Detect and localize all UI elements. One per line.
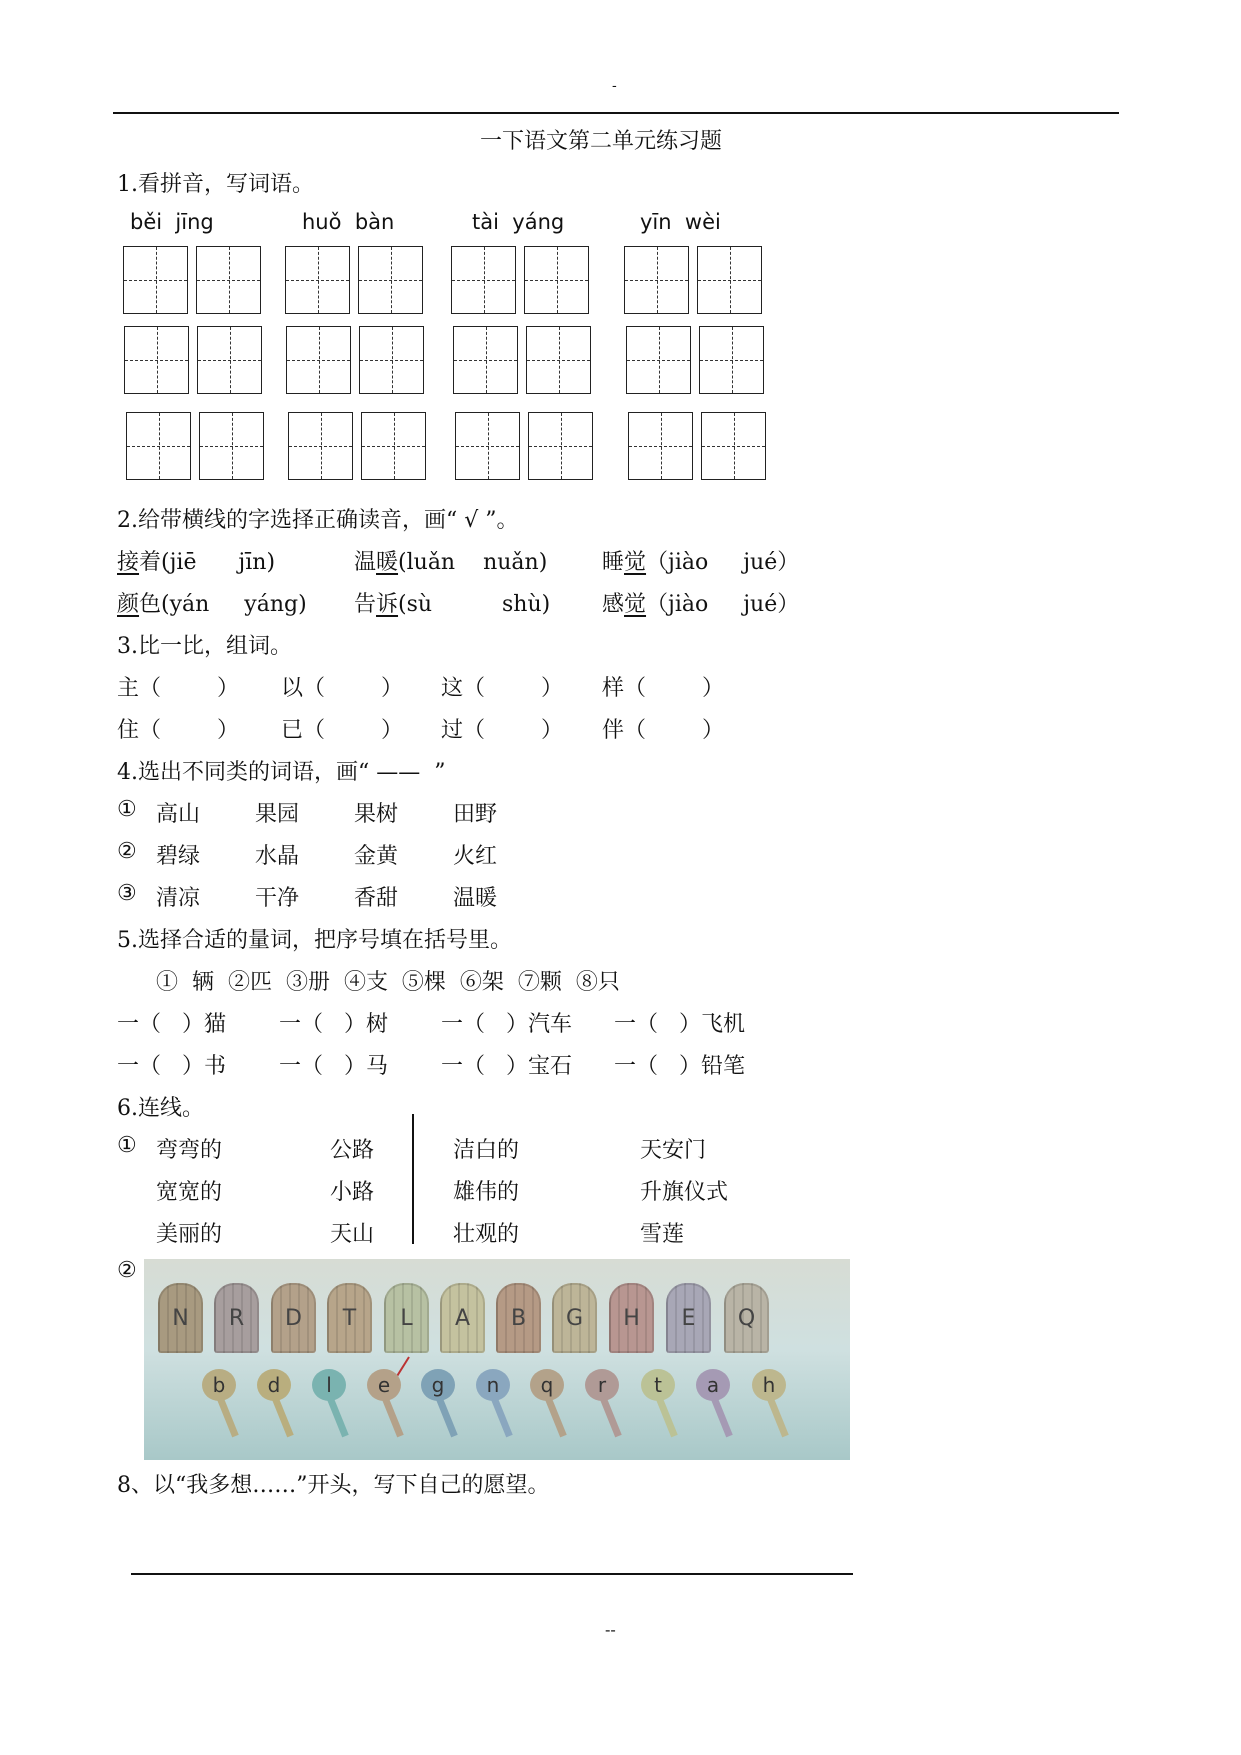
match-left-adj[interactable]: 美丽的 [156, 1222, 223, 1247]
key[interactable] [476, 1369, 510, 1439]
q3-cell: 以（ ） [281, 676, 403, 701]
door[interactable] [271, 1283, 316, 1353]
key-letter: r [585, 1369, 619, 1401]
q3-cell: 已（ ） [281, 718, 403, 743]
writing-box[interactable] [288, 412, 353, 480]
match-right-adj[interactable]: 壮观的 [453, 1222, 520, 1247]
q1-title: 1.看拼音，写词语。 [117, 172, 314, 197]
q1-pinyin-4: yīn wèi [640, 210, 721, 234]
q2-item-text: 着(jiē jīn) [139, 550, 276, 575]
key-letter: l [312, 1369, 346, 1401]
key-letter: d [257, 1369, 291, 1401]
writing-box[interactable] [199, 412, 264, 480]
q6-title: 6.连线。 [117, 1096, 204, 1121]
q5-cell: 一（ ）铅笔 [614, 1054, 745, 1079]
q6-num-2: ② [117, 1258, 137, 1283]
writing-box[interactable] [197, 326, 262, 394]
q3-cell: 住（ ） [117, 718, 239, 743]
key-stem [545, 1398, 566, 1438]
key-stem [711, 1398, 732, 1438]
q5-cell: 一（ ）猫 [117, 1012, 226, 1037]
writing-box[interactable] [697, 246, 762, 314]
door[interactable] [724, 1283, 769, 1353]
q2-title: 2.给带横线的字选择正确读音，画“ √ ”。 [117, 508, 519, 533]
q4-word: 高山 [156, 802, 201, 827]
q5-cell: 一（ ）树 [279, 1012, 388, 1037]
match-right-noun[interactable]: 升旗仪式 [640, 1180, 729, 1205]
door-letter: T [342, 1305, 357, 1331]
q4-num: ② [117, 839, 137, 864]
writing-box[interactable] [626, 326, 691, 394]
writing-box[interactable] [123, 246, 188, 314]
match-left-noun[interactable]: 小路 [330, 1180, 375, 1205]
door[interactable] [496, 1283, 541, 1353]
q4-word: 火红 [453, 844, 498, 869]
q4-title: 4.选出不同类的词语，画“ —— ” [117, 760, 446, 785]
q3-cell: 过（ ） [441, 718, 563, 743]
q5-cell: 一（ ）飞机 [614, 1012, 745, 1037]
answer-line[interactable] [131, 1573, 853, 1575]
q5-cell: 一（ ）汽车 [441, 1012, 572, 1037]
key-stem [382, 1398, 403, 1438]
q5-title: 5.选择合适的量词，把序号填在括号里。 [117, 928, 512, 953]
q1-pinyin-3: tài yáng [472, 210, 565, 234]
q2-item [117, 545, 275, 576]
key-letter: g [421, 1369, 455, 1401]
writing-box[interactable] [455, 412, 520, 480]
q2-item-prefix: 睡 [602, 550, 625, 575]
key-stem [491, 1398, 512, 1438]
top-mark: - [612, 78, 617, 94]
writing-box[interactable] [701, 412, 766, 480]
q5-options: ① 辆 ②匹 ③册 ④支 ⑤棵 ⑥架 ⑦颗 ⑧只 [156, 970, 620, 995]
match-divider [412, 1114, 414, 1244]
door[interactable] [609, 1283, 654, 1353]
door-letter: H [623, 1305, 640, 1331]
q1-pinyin-2: huǒ bàn [302, 210, 395, 234]
key-letter: e [367, 1369, 401, 1401]
key[interactable] [367, 1369, 401, 1439]
key-stem [327, 1398, 348, 1438]
match-right-noun[interactable]: 天安门 [640, 1138, 707, 1163]
q4-word: 香甜 [354, 886, 399, 911]
q3-cell: 样（ ） [602, 676, 724, 701]
doors-keys-picture [144, 1259, 850, 1460]
q2-item [354, 545, 547, 576]
key-stem [217, 1398, 238, 1438]
q2-item-text: (sù shù) [398, 592, 551, 617]
match-right-noun[interactable]: 雪莲 [640, 1222, 685, 1247]
q1-pinyin-1: běi jīng [130, 210, 214, 234]
door-letter: N [172, 1305, 189, 1331]
match-left-adj[interactable]: 宽宽的 [156, 1180, 223, 1205]
door-letter: A [454, 1305, 471, 1331]
door[interactable] [327, 1283, 372, 1353]
match-right-adj[interactable]: 洁白的 [453, 1138, 520, 1163]
underlined-char: 觉 [624, 592, 647, 617]
q3-title: 3.比一比，组词。 [117, 634, 292, 659]
underlined-char: 觉 [624, 550, 647, 575]
underlined-char: 暖 [376, 550, 399, 575]
footer-mark: -- [605, 1620, 616, 1639]
key-letter: n [476, 1369, 510, 1401]
q4-word: 田野 [453, 802, 498, 827]
key[interactable] [257, 1369, 291, 1439]
match-left-noun[interactable]: 公路 [330, 1138, 375, 1163]
q5-cell: 一（ ）书 [117, 1054, 226, 1079]
q2-item-text: （jiào jué） [646, 550, 800, 575]
writing-box[interactable] [451, 246, 516, 314]
underlined-char: 颜 [117, 592, 140, 617]
door-letter: B [510, 1305, 527, 1331]
q2-item [602, 587, 799, 618]
q4-word: 金黄 [354, 844, 399, 869]
q8-title: 8、以“我多想……”开头，写下自己的愿望。 [117, 1473, 550, 1498]
writing-box[interactable] [526, 326, 591, 394]
q5-cell: 一（ ）宝石 [441, 1054, 572, 1079]
writing-box[interactable] [624, 246, 689, 314]
q2-item-prefix: 温 [354, 550, 377, 575]
key-letter: h [752, 1369, 786, 1401]
writing-box[interactable] [126, 412, 191, 480]
key-stem [656, 1398, 677, 1438]
q4-word: 干净 [255, 886, 300, 911]
writing-box[interactable] [453, 326, 518, 394]
match-left-noun[interactable]: 天山 [330, 1222, 375, 1247]
key-stem [600, 1398, 621, 1438]
key[interactable] [312, 1369, 346, 1439]
key-stem [436, 1398, 457, 1438]
q2-item [602, 545, 799, 576]
q3-cell: 主（ ） [117, 676, 239, 701]
q2-item-prefix: 告 [354, 592, 377, 617]
door-letter: L [400, 1305, 413, 1331]
q5-cell: 一（ ）马 [279, 1054, 388, 1079]
key-letter: t [641, 1369, 675, 1401]
key[interactable] [530, 1369, 564, 1439]
header-rule [113, 112, 1119, 114]
q2-item-prefix: 感 [602, 592, 625, 617]
writing-box[interactable] [358, 246, 423, 314]
door-letter: E [681, 1305, 696, 1331]
writing-box[interactable] [196, 246, 261, 314]
q2-item-text: （jiào jué） [646, 592, 800, 617]
writing-box[interactable] [361, 412, 426, 480]
key[interactable] [421, 1369, 455, 1439]
key[interactable] [585, 1369, 619, 1439]
door-letter: Q [737, 1305, 756, 1331]
door-letter: R [228, 1305, 245, 1331]
key-letter: b [202, 1369, 236, 1401]
q4-word: 水晶 [255, 844, 300, 869]
door[interactable] [214, 1283, 259, 1353]
key[interactable] [752, 1369, 786, 1439]
q4-num: ③ [117, 881, 137, 906]
q2-item [117, 587, 307, 618]
writing-box[interactable] [524, 246, 589, 314]
page-title: 一下语文第二单元练习题 [480, 129, 723, 154]
match-left-adj[interactable]: 弯弯的 [156, 1138, 223, 1163]
writing-box[interactable] [528, 412, 593, 480]
q4-word: 碧绿 [156, 844, 201, 869]
q2-item-text: 色(yán yáng) [139, 592, 307, 617]
key-stem [272, 1398, 293, 1438]
writing-box[interactable] [286, 326, 351, 394]
door-letter: G [565, 1305, 584, 1331]
q3-cell: 伴（ ） [602, 718, 724, 743]
door[interactable] [440, 1283, 485, 1353]
door[interactable] [384, 1283, 429, 1353]
q4-word: 果树 [354, 802, 399, 827]
q2-item-text: (luǎn nuǎn) [398, 550, 548, 575]
key-stem [767, 1398, 788, 1438]
key[interactable] [202, 1369, 236, 1439]
door[interactable] [552, 1283, 597, 1353]
key-letter: a [696, 1369, 730, 1401]
door-letter: D [285, 1305, 302, 1331]
writing-box[interactable] [124, 326, 189, 394]
key-letter: q [530, 1369, 564, 1401]
door[interactable] [666, 1283, 711, 1353]
writing-box[interactable] [628, 412, 693, 480]
door[interactable] [158, 1283, 203, 1353]
underlined-char: 诉 [376, 592, 399, 617]
q2-item [354, 587, 550, 618]
q4-word: 果园 [255, 802, 300, 827]
writing-box[interactable] [699, 326, 764, 394]
q4-word: 温暖 [453, 886, 498, 911]
match-right-adj[interactable]: 雄伟的 [453, 1180, 520, 1205]
key[interactable] [696, 1369, 730, 1439]
q6-num-1: ① [117, 1133, 137, 1158]
q4-num: ① [117, 797, 137, 822]
writing-box[interactable] [359, 326, 424, 394]
underlined-char: 接 [117, 550, 140, 575]
writing-box[interactable] [285, 246, 350, 314]
q3-cell: 这（ ） [441, 676, 563, 701]
q4-word: 清凉 [156, 886, 201, 911]
key[interactable] [641, 1369, 675, 1439]
